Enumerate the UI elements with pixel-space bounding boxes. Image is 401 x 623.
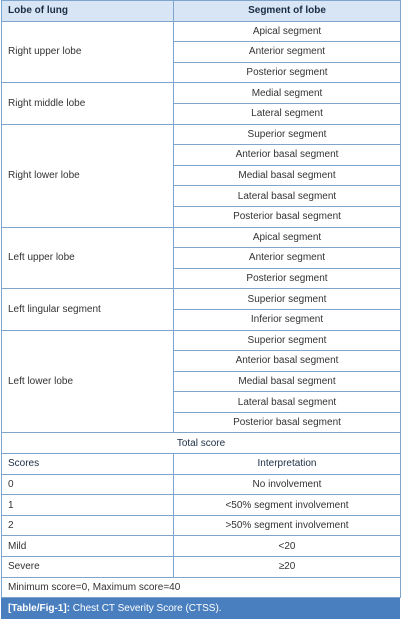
table-row [2,227,401,248]
score-value-cell: 2 [2,515,174,536]
table-row [2,83,401,104]
score-value-cell: 1 [2,495,174,516]
lobe-name-cell: Right upper lobe [2,21,174,83]
total-score-label: Total score [2,433,401,454]
scores-header-row [2,454,401,475]
segment-cell: Posterior basal segment [174,412,401,433]
interpretation-cell: No involvement [174,474,401,495]
footnote-row [2,577,401,598]
table-header-row [2,1,401,22]
segment-cell: Superior segment [174,330,401,351]
score-value-cell: Severe [2,557,174,578]
interpretation-cell: <50% segment involvement [174,495,401,516]
score-value-cell: Mild [2,536,174,557]
segment-cell: Lateral segment [174,103,401,124]
score-rows [2,474,401,577]
segment-cell: Inferior segment [174,309,401,330]
scores-header: Scores [2,454,174,475]
segment-cell: Lateral basal segment [174,392,401,413]
total-score-row [2,433,401,454]
segment-cell: Superior segment [174,289,401,310]
interpretation-cell: >50% segment involvement [174,515,401,536]
lobe-name-cell: Left upper lobe [2,227,174,289]
score-value-cell: 0 [2,474,174,495]
segment-cell: Superior segment [174,124,401,145]
header-segment: Segment of lobe [174,1,401,22]
score-row [2,536,401,557]
segment-cell: Lateral basal segment [174,186,401,207]
lobe-name-cell: Left lingular segment [2,289,174,330]
interpretation-cell: <20 [174,536,401,557]
score-row [2,495,401,516]
score-row [2,557,401,578]
segment-cell: Posterior segment [174,268,401,289]
lobe-name-cell: Left lower lobe [2,330,174,433]
score-row [2,474,401,495]
table-row [2,289,401,310]
score-row [2,515,401,536]
segment-cell: Anterior basal segment [174,351,401,372]
segment-cell: Apical segment [174,21,401,42]
segment-cell: Medial basal segment [174,165,401,186]
caption-label: [Table/Fig-1]: [8,603,71,615]
interpretation-cell: ≥20 [174,557,401,578]
table-row [2,124,401,145]
segment-cell: Posterior segment [174,62,401,83]
score-body [2,433,401,474]
footnote: Minimum score=0, Maximum score=40 [2,577,401,598]
ctss-table [1,0,401,598]
segment-cell: Apical segment [174,227,401,248]
segment-cell: Posterior basal segment [174,206,401,227]
lobe-name-cell: Right middle lobe [2,83,174,124]
header-lobe: Lobe of lung [2,1,174,22]
ctss-table-figure [1,0,400,619]
lobe-body [2,21,401,433]
segment-cell: Medial segment [174,83,401,104]
segment-cell: Anterior segment [174,248,401,269]
table-row [2,21,401,42]
interpretation-header: Interpretation [174,454,401,475]
segment-cell: Anterior segment [174,42,401,63]
table-row [2,330,401,351]
caption-text: Chest CT Severity Score (CTSS). [70,603,222,615]
segment-cell: Medial basal segment [174,371,401,392]
segment-cell: Anterior basal segment [174,145,401,166]
table-caption [1,598,400,619]
lobe-name-cell: Right lower lobe [2,124,174,227]
